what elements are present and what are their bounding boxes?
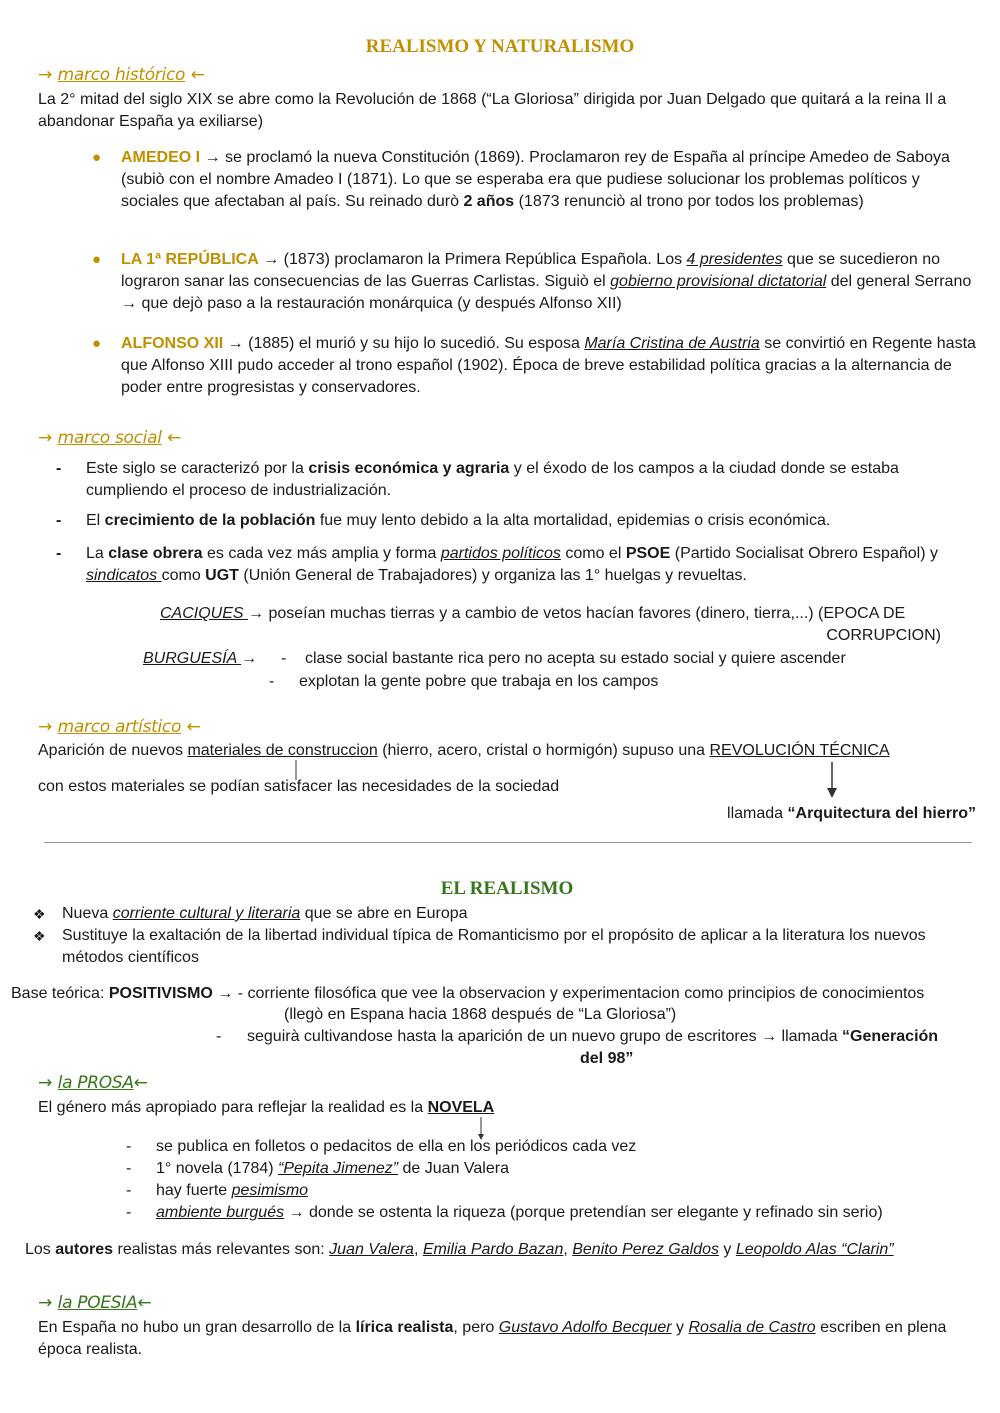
bullet-dot-icon: ● <box>92 149 102 166</box>
base-teorica-line-4: del 98” <box>580 1050 634 1067</box>
dash-bullet-icon: - <box>126 1138 132 1155</box>
dash-bullet-icon: - <box>126 1182 132 1199</box>
poesia-text: En España no hubo un gran desarrollo de la lírica realista, pero Gustavo Adolfo Becquer y Rosalia de Castro escriben en plena época realista. <box>38 1319 947 1358</box>
arrow-left-icon: ← <box>190 65 205 85</box>
burguesia-label: BURGUESÍA → <box>143 650 258 667</box>
caciques-line: CACIQUES → poseían muchas tierras y a cambio de vetos hacían favores (dinero, tierra,...) (EPOCA DE <box>160 605 906 622</box>
caciques-line-2: CORRUPCION) <box>826 627 941 644</box>
bullet-dot-icon: ● <box>92 335 102 352</box>
prosa-intro: El género más apropiado para reflejar la realidad es la NOVELA <box>38 1099 495 1116</box>
dash-bullet-icon: - <box>56 545 62 562</box>
list-item-social-3: La clase obrera es cada vez más amplia y forma partidos políticos como el PSOE (Partido Socialisat Obrero Español) y sindicatos como UGT (Unión General de Trabajadores) y organiza las 1° huelgas y revueltas. <box>86 545 938 584</box>
section-heading-marco-artistico: → marco artístico ← <box>38 717 201 737</box>
burguesia-item-1: clase social bastante rica pero no acepta su estado social y quiere ascender <box>305 650 846 667</box>
realismo-bullet-1: Nueva corriente cultural y literaria que se abre en Europa <box>62 905 468 922</box>
arrow-right-icon: → <box>38 717 53 737</box>
arrow-right-icon: → <box>38 65 53 85</box>
arrow-left-icon: ← <box>137 1293 152 1313</box>
list-item-amedeo: AMEDEO I → se proclamó la nueva Constitución (1869). Proclamaron rey de España al príncipe Amedeo de Saboya (subiò con el nombre Amadeo I (1871). Lo que se esperaba era que pudiese solucionar los problemas políticos y sociales que afectaban al país. Su reinado durò 2 años (1873 renunciò al trono por todos los problemas) <box>121 149 950 210</box>
artistico-llamada: llamada “Arquitectura del hierro” <box>727 805 976 822</box>
historico-intro: La 2° mitad del siglo XIX se abre como la Revolución de 1868 (“La Gloriosa” dirigida por Juan Delgado que quitará a la reina Il a abandonar España ya exiliarse) <box>38 91 947 130</box>
burguesia-item-2: explotan la gente pobre que trabaja en los campos <box>299 673 659 690</box>
section-title-realismo: EL REALISMO <box>440 878 574 899</box>
autores-line: Los autores realistas más relevantes son: Juan Valera, Emilia Pardo Bazan, Benito Perez Galdos y Leopoldo Alas “Clarin” <box>25 1241 894 1258</box>
dash-bullet-icon: - <box>281 650 287 667</box>
section-heading-marco-historico: → marco histórico ← <box>38 65 205 85</box>
dash-bullet-icon: - <box>216 1028 222 1045</box>
arrow-left-icon: ← <box>186 717 201 737</box>
dash-bullet-icon: - <box>269 673 275 690</box>
prosa-item-1: se publica en folletos o pedacitos de ella en los periódicos cada vez <box>156 1138 637 1155</box>
artistico-line-2: con estos materiales se podían satisfacer las necesidades de la sociedad <box>38 778 560 795</box>
artistico-line-1: Aparición de nuevos materiales de construccion (hierro, acero, cristal o hormigón) supuso una REVOLUCIÓN TÉCNICA <box>38 742 890 759</box>
page-title: REALISMO Y NATURALISMO <box>365 36 635 57</box>
dash-bullet-icon: - <box>56 512 62 529</box>
dash-bullet-icon: - <box>126 1160 132 1177</box>
dash-bullet-icon: - <box>56 460 62 477</box>
section-heading-marco-social: → marco social ← <box>38 428 182 448</box>
arrow-left-icon: ← <box>167 428 182 448</box>
section-heading-prosa: → la PROSA← <box>38 1073 148 1093</box>
diamond-bullet-icon: ❖ <box>33 928 46 944</box>
realismo-bullet-2: Sustituye la exaltación de la libertad individual típica de Romanticismo por el propósito de aplicar a la literatura los nuevos métodos científicos <box>62 927 926 966</box>
dash-bullet-icon: - <box>126 1204 132 1221</box>
section-heading-poesia: → la POESIA← <box>38 1293 152 1313</box>
base-teorica: Base teórica: POSITIVISMO → - corriente filosófica que vee la observacion y experimentacion como principios de conocimientos <box>11 985 925 1002</box>
arrow-right-icon: → <box>38 428 53 448</box>
bullet-dot-icon: ● <box>92 251 102 268</box>
arrow-left-icon: ← <box>133 1073 148 1093</box>
prosa-item-2: 1° novela (1784) “Pepita Jimenez” de Juan Valera <box>156 1160 509 1177</box>
arrow-right-icon: → <box>38 1293 53 1313</box>
base-teorica-line-3: seguirà cultivandose hasta la aparición de un nuevo grupo de escritores → llamada “Generación <box>247 1028 939 1045</box>
list-item-alfonso: ALFONSO XII → (1885) el murió y su hijo lo sucedió. Su esposa María Cristina de Austria se convirtió en Regente hasta que Alfonso XIII pudo acceder al trono español (1902). Época de breve estabilidad política gracias a la alternancia de poder entre progresistas y conservadores. <box>121 335 976 396</box>
arrow-right-icon: → <box>38 1073 53 1093</box>
prosa-item-4: ambiente burgués → donde se ostenta la riqueza (porque pretendían ser elegante y refinado sin serio) <box>156 1204 883 1221</box>
prosa-item-3: hay fuerte pesimismo <box>156 1182 309 1199</box>
list-item-social-1: Este siglo se caracterizó por la crisis económica y agraria y el éxodo de los campos a la ciudad donde se estaba cumpliendo el proceso de industrialización. <box>86 460 899 499</box>
list-item-social-2: El crecimiento de la población fue muy lento debido a la alta mortalidad, epidemias o crisis económica. <box>86 512 831 529</box>
list-item-republica: LA 1ª REPÚBLICA → (1873) proclamaron la Primera República Española. Los 4 presidentes que se sucedieron no lograron sanar las consecuencias de las Guerras Carlistas. Siguiò el gobierno provisional dictatorial del general Serrano → que dejò paso a la restauración monárquica (y después Alfonso XII) <box>121 251 972 312</box>
diamond-bullet-icon: ❖ <box>33 906 46 922</box>
base-teorica-line-2: (llegò en Espana hacia 1868 después de “La Gloriosa”) <box>284 1006 677 1023</box>
